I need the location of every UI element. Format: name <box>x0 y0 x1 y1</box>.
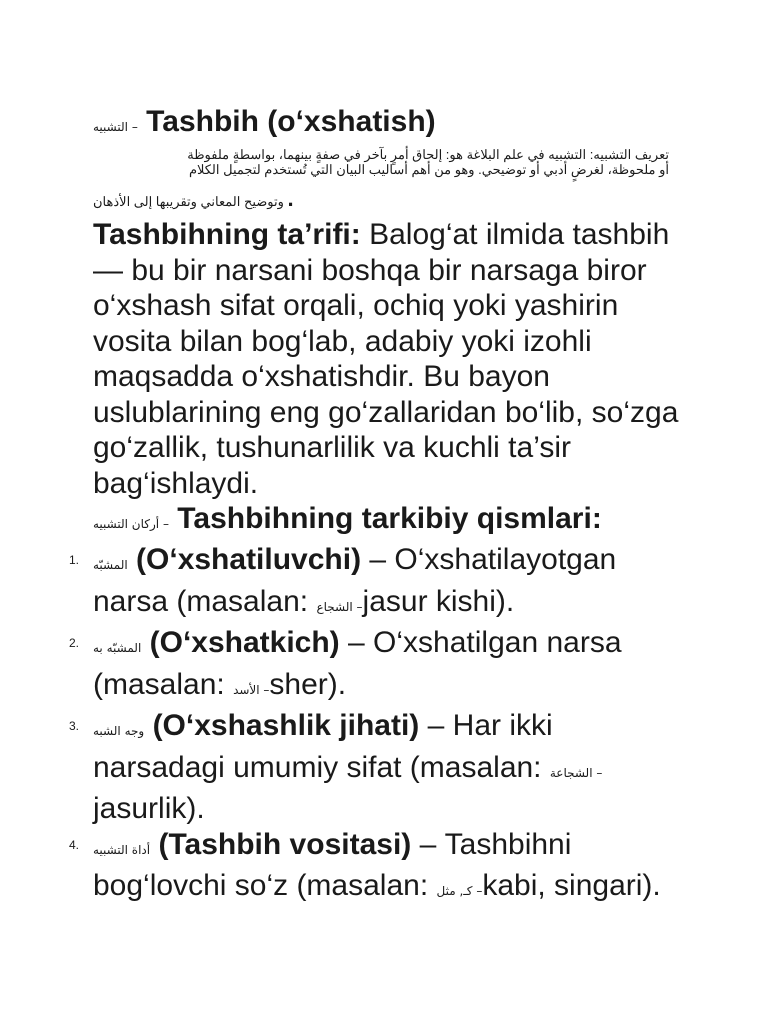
part-desc: – Tashbihni bog‘lovchi so‘z (masalan: <box>93 827 572 902</box>
title-arabic: التشبيه – <box>93 120 138 134</box>
arabic-definition-line-1: تعريف التشبيه: التشبيه في علم البلاغة هو: إلحاق أمرٍ بآخر في صفةٍ بينهما، بواسطةٍ ملفوظة <box>187 147 669 162</box>
list-item-number: 3. <box>69 719 80 733</box>
part-arabic: المشبّه <box>93 558 128 572</box>
part-example-arabic: الشجاعة – <box>549 765 603 780</box>
parts-heading <box>93 501 683 542</box>
definition-label: Tashbihning ta’rifi: <box>93 218 361 251</box>
part-example: kabi, singari). <box>482 869 661 902</box>
page-title <box>93 104 683 145</box>
list-item <box>69 708 683 827</box>
arabic-definition <box>93 147 669 177</box>
document-body <box>69 104 683 910</box>
part-desc: – O‘xshatilgan narsa (masalan: <box>93 626 622 701</box>
arabic-definition-dot: . <box>287 186 294 211</box>
arabic-definition-end <box>93 186 683 211</box>
part-example: jasur kishi). <box>362 584 515 618</box>
part-arabic: أداة التشبيه <box>93 842 151 857</box>
parts-list <box>69 542 683 910</box>
list-item-number: 2. <box>69 636 80 650</box>
part-term: (O‘xshatkich) <box>149 626 340 659</box>
list-item <box>69 542 683 625</box>
list-item-number: 1. <box>69 553 80 567</box>
title-latin: Tashbih (o‘xshatish) <box>146 105 436 138</box>
part-example-arabic: الأسد – <box>233 682 270 697</box>
list-item <box>69 625 683 708</box>
part-desc: – O‘xshatilayotgan narsa (masalan: <box>93 543 617 618</box>
part-example-arabic: الشجاع – <box>316 599 363 614</box>
arabic-definition-line-3: وتوضيح المعاني وتقريبها إلى الأذهان <box>93 194 284 209</box>
list-item-number: 4. <box>69 837 80 852</box>
part-example: jasurlik). <box>93 792 205 825</box>
definition-paragraph <box>93 217 683 501</box>
part-term: (Tashbih vositasi) <box>158 827 412 861</box>
definition-text: Balog‘at ilmida tashbih — bu bir narsani boshqa bir narsaga biror o‘xshash sifat orqali, ochiq yoki yashirin vosita bilan bog‘lab, adabiy yoki izohli maqsadda o‘xshatishdir. Bu bayon uslublarining eng go‘zallaridan bo‘lib, so‘zga go‘zallik, tushunarlilik va kuchli ta’sir bag‘ishlaydi. <box>93 218 679 500</box>
part-desc: – Har ikki narsadagi umumiy sifat (masalan: <box>93 709 553 784</box>
part-arabic: المشبّه به <box>93 641 142 655</box>
list-item <box>69 827 683 910</box>
part-example-arabic: كـ, مثل – <box>436 884 483 898</box>
arabic-definition-line-2: أو ملحوظة، لغرضٍ أدبي أو توضيحي. وهو من أهم أساليب البيان التي تُستخدم لتجميل الكلام <box>188 162 669 177</box>
parts-heading-arabic: أركان التشبيه – <box>93 517 169 531</box>
part-example: sher). <box>269 667 347 701</box>
parts-heading-latin: Tashbihning tarkibiy qismlari: <box>177 502 602 535</box>
part-term: (O‘xshatiluvchi) <box>136 543 362 576</box>
part-arabic: وجه الشبه <box>93 724 145 738</box>
part-term: (O‘xshashlik jihati) <box>152 709 420 742</box>
